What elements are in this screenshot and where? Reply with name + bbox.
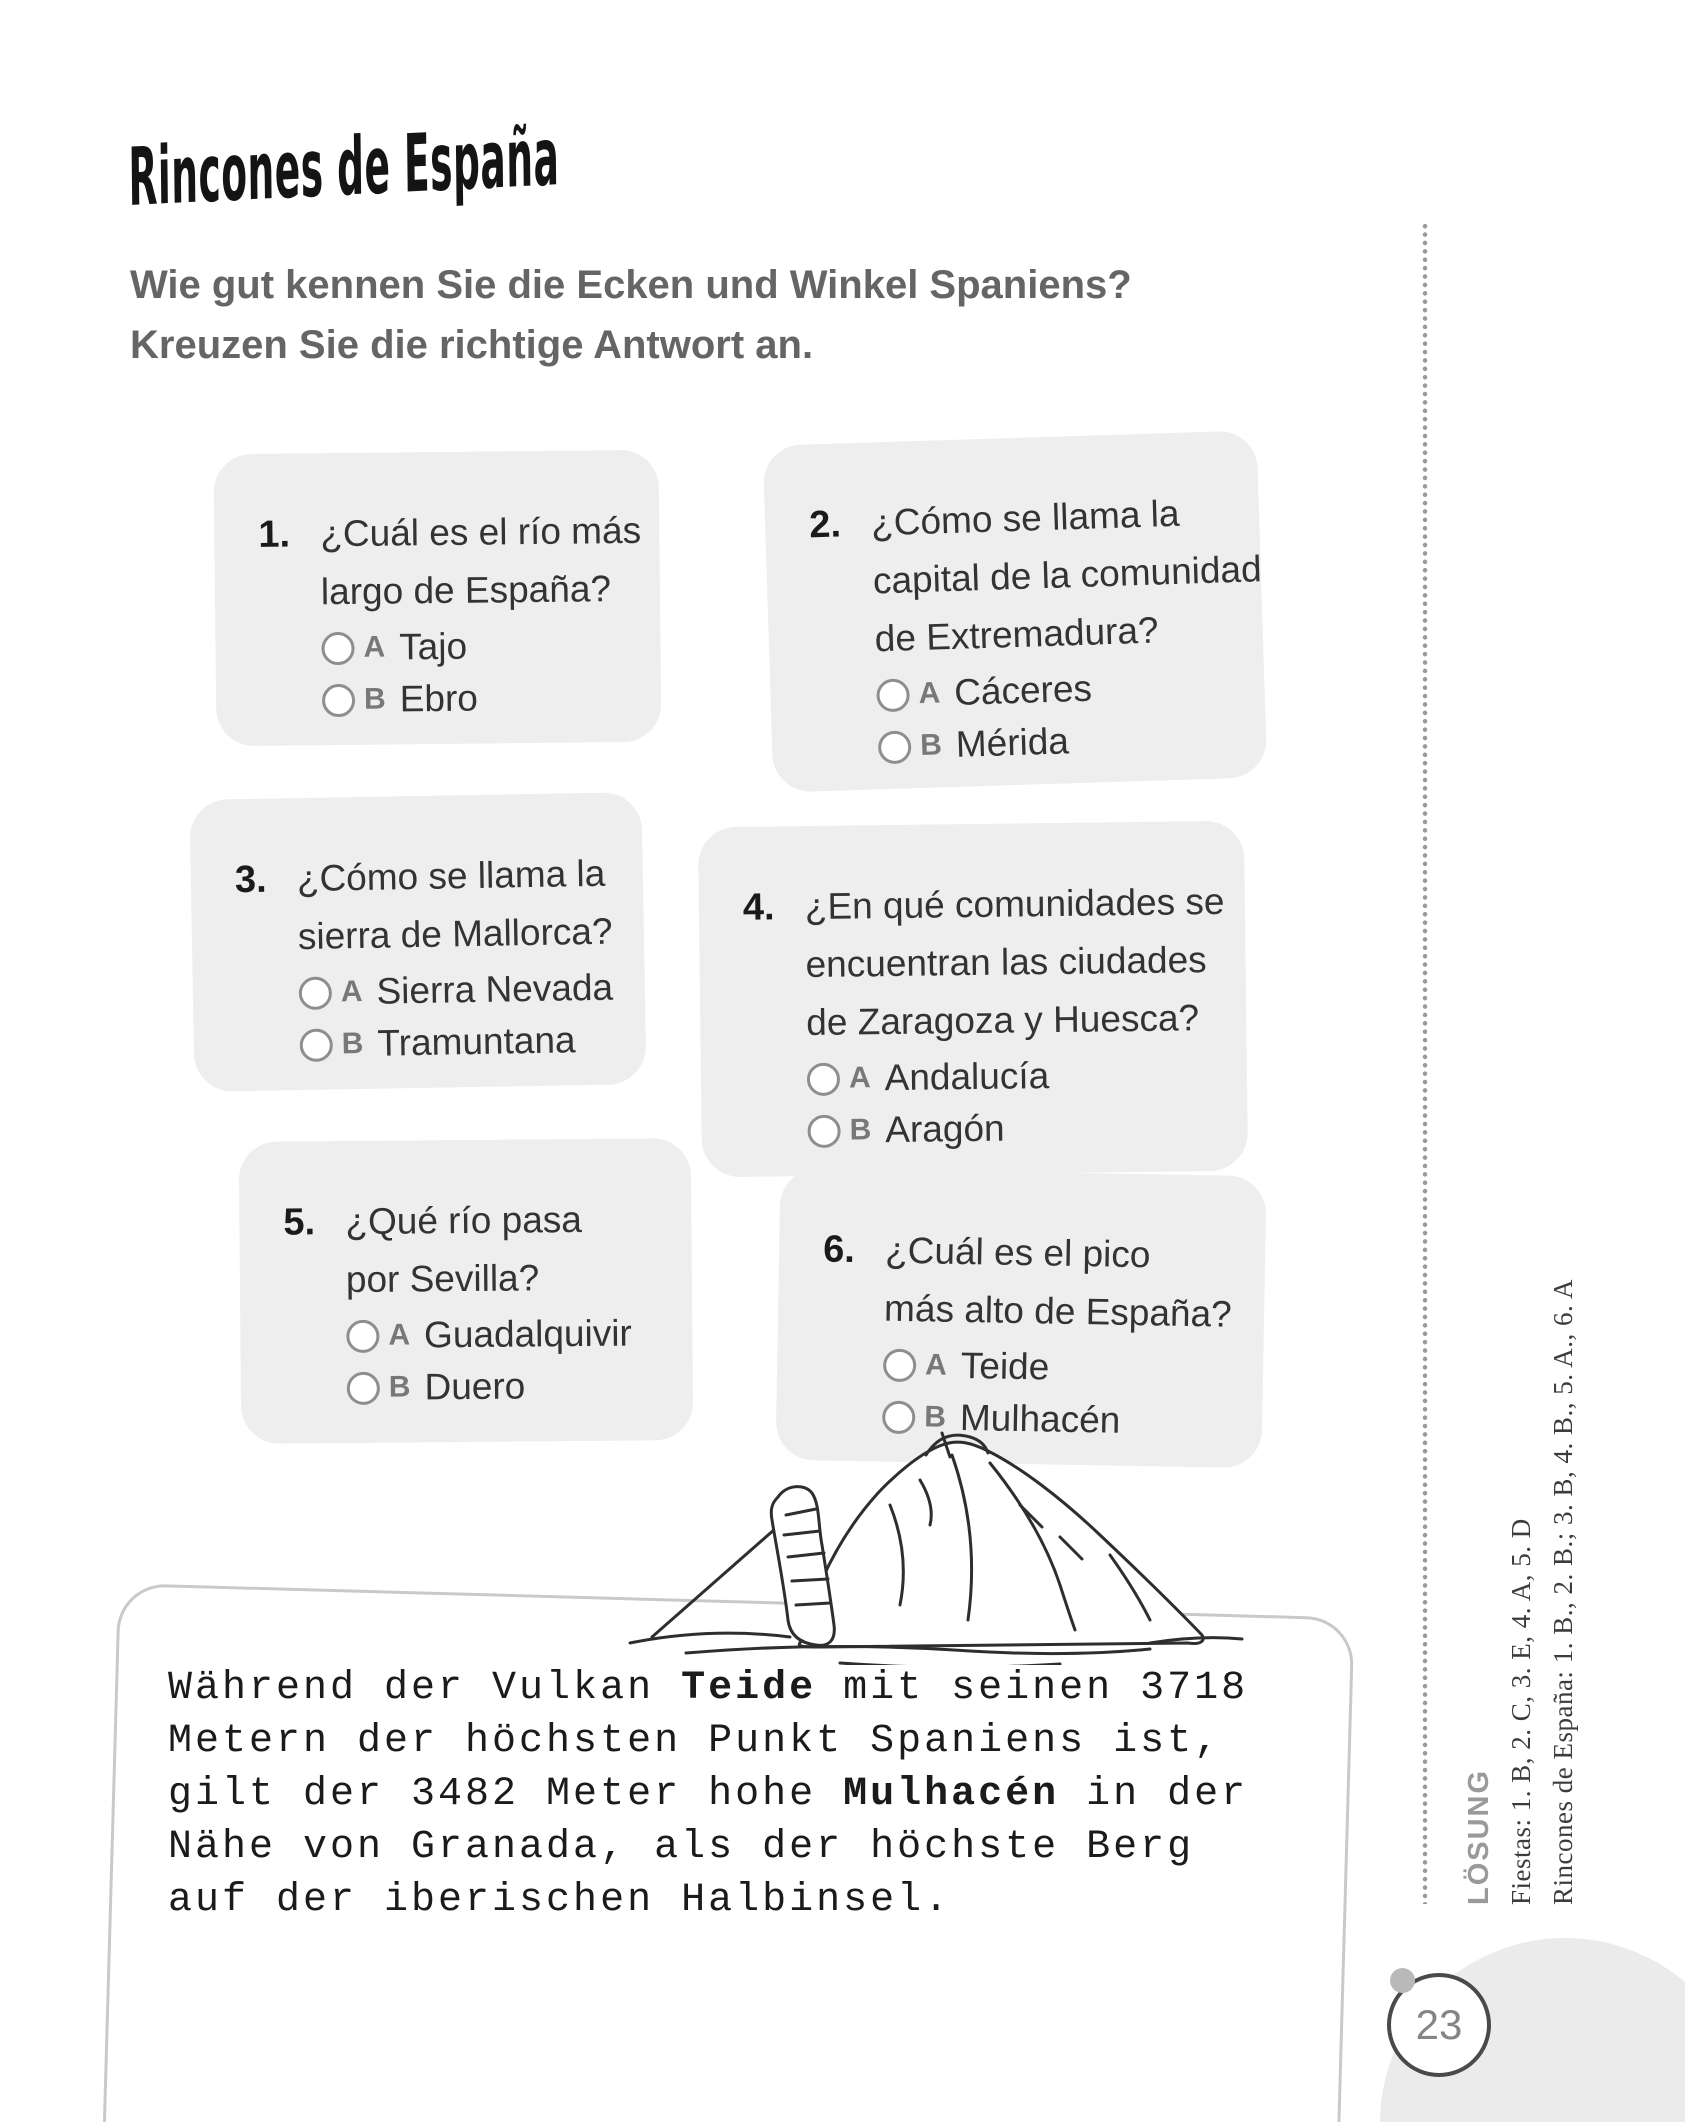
option-letter: A [388, 1318, 411, 1352]
question-text: largo de España? [320, 568, 612, 613]
question-text: ¿Cómo se llama la [870, 492, 1181, 544]
note-line [168, 1715, 1248, 1768]
page-number: 23 [1415, 2001, 1463, 2048]
question-content [296, 844, 626, 1070]
subtitle-line-1: Wie gut kennen Sie die Ecken und Winkel Spaniens? [130, 263, 1132, 307]
question-box-4 [698, 821, 1248, 1178]
question-box-2 [763, 430, 1268, 792]
solutions-sidebar [1458, 805, 1584, 1905]
question-content [805, 873, 1228, 1156]
question-number: 6. [822, 1228, 856, 1272]
note-text-segment: Nähe von Granada, als der höchste Berg [168, 1825, 1195, 1870]
option-text: Andalucía [884, 1055, 1050, 1099]
question-text: ¿Cómo se llama la [296, 852, 606, 900]
option-text: Guadalquivir [423, 1312, 632, 1356]
question-text: de Zaragoza y Huesca? [806, 997, 1200, 1044]
solution-line-fiestas: Fiestas: 1. B, 2. C, 3. E, 4. A, 5. D [1506, 1518, 1536, 1905]
note-line [168, 1768, 1248, 1821]
option-letter: A [363, 630, 386, 664]
radio-button-icon[interactable] [299, 1028, 333, 1062]
note-bold-text: Teide [681, 1666, 817, 1711]
option-letter: A [848, 1061, 871, 1095]
option-letter: B [849, 1113, 872, 1147]
radio-button-icon[interactable] [807, 1114, 840, 1147]
option-letter: B [923, 1400, 947, 1434]
radio-button-icon[interactable] [347, 1371, 380, 1404]
note-line [168, 1874, 1248, 1927]
mountain-sketch-icon [590, 1385, 1250, 1665]
badge-dot-icon [1390, 1968, 1415, 1993]
question-number: 4. [742, 886, 775, 929]
question-row [234, 844, 626, 1071]
radio-button-icon[interactable] [807, 1062, 840, 1095]
radio-button-icon[interactable] [322, 683, 355, 716]
question-number: 5. [283, 1201, 316, 1244]
radio-button-icon[interactable] [883, 1348, 917, 1382]
radio-button-icon[interactable] [321, 631, 354, 664]
dotted-divider [1422, 222, 1428, 1904]
question-text: de Extremadura? [874, 609, 1160, 660]
question-content [870, 482, 1267, 772]
option-text: Teide [960, 1344, 1050, 1388]
answer-option-a[interactable] [321, 620, 642, 673]
option-text: Aragón [885, 1107, 1005, 1151]
question-number: 3. [234, 858, 267, 902]
answer-option-b[interactable] [877, 710, 1267, 772]
question-row [743, 873, 1228, 1157]
question-row [283, 1190, 673, 1413]
answer-option-a[interactable] [346, 1308, 672, 1361]
note-paragraph [168, 1662, 1248, 1927]
question-number: 1. [258, 513, 291, 556]
question-text: encuentran las ciudades [805, 939, 1207, 986]
note-text-segment: Während der Vulkan [168, 1666, 682, 1711]
question-text: ¿En qué comunidades se [804, 880, 1225, 928]
option-text: Mérida [955, 720, 1070, 765]
solution-line-rincones: Rincones de España: 1. B., 2. B.; 3. B, 4. B., 5. A., 6. A [1548, 1279, 1578, 1905]
question-text: capital de la comunidad [872, 548, 1263, 602]
radio-button-icon[interactable] [876, 678, 910, 712]
note-text-segment: auf der iberischen Halbinsel. [168, 1878, 952, 1923]
question-text: sierra de Mallorca? [297, 910, 613, 958]
question-row [258, 502, 641, 726]
option-text: Cáceres [953, 667, 1093, 713]
note-line [168, 1662, 1248, 1715]
answer-option-a[interactable] [298, 962, 625, 1018]
note-text-segment: Metern der höchsten Punkt Spaniens ist, [168, 1719, 1222, 1764]
note-text-segment: in der [1059, 1772, 1249, 1817]
question-text: ¿Cuál es el pico [884, 1229, 1151, 1276]
note-text-segment: mit seinen 3718 [816, 1666, 1249, 1711]
answer-option-b[interactable] [807, 1101, 1228, 1156]
solutions-heading: LÖSUNG [1463, 1768, 1495, 1905]
option-letter: A [918, 676, 941, 711]
question-content [345, 1190, 673, 1413]
answer-option-a[interactable] [807, 1049, 1228, 1104]
radio-button-icon[interactable] [878, 730, 912, 764]
option-text: Ebro [399, 677, 479, 720]
question-box-3 [189, 792, 646, 1092]
option-letter: A [340, 974, 363, 1009]
option-text: Tajo [398, 625, 468, 668]
radio-button-icon[interactable] [346, 1319, 379, 1352]
question-box-1 [213, 450, 661, 747]
option-text: Mulhacén [959, 1396, 1121, 1441]
answer-option-b[interactable] [322, 672, 643, 725]
answer-option-b[interactable] [299, 1014, 626, 1070]
radio-button-icon[interactable] [299, 976, 333, 1010]
question-content [320, 502, 643, 725]
question-number: 2. [808, 503, 842, 547]
question-text: por Sevilla? [345, 1257, 540, 1301]
question-text: más alto de España? [883, 1287, 1233, 1335]
note-bold-text: Mulhacén [843, 1772, 1060, 1817]
option-text: Sierra Nevada [376, 966, 614, 1012]
page-title: Rincones de España [127, 110, 560, 224]
question-row [808, 483, 1263, 774]
option-letter: B [341, 1026, 364, 1061]
option-letter: A [924, 1348, 948, 1382]
option-letter: B [363, 682, 386, 716]
option-letter: B [388, 1370, 411, 1404]
option-text: Duero [424, 1365, 526, 1408]
question-text: ¿Cuál es el río más [320, 509, 642, 555]
note-text-segment: gilt der 3482 Meter hohe [168, 1772, 844, 1817]
subtitle-line-2: Kreuzen Sie die richtige Antwort an. [130, 323, 814, 367]
question-text: ¿Qué río pasa [345, 1198, 583, 1243]
option-letter: B [919, 728, 943, 763]
note-line [168, 1821, 1248, 1874]
option-text: Tramuntana [377, 1019, 576, 1064]
